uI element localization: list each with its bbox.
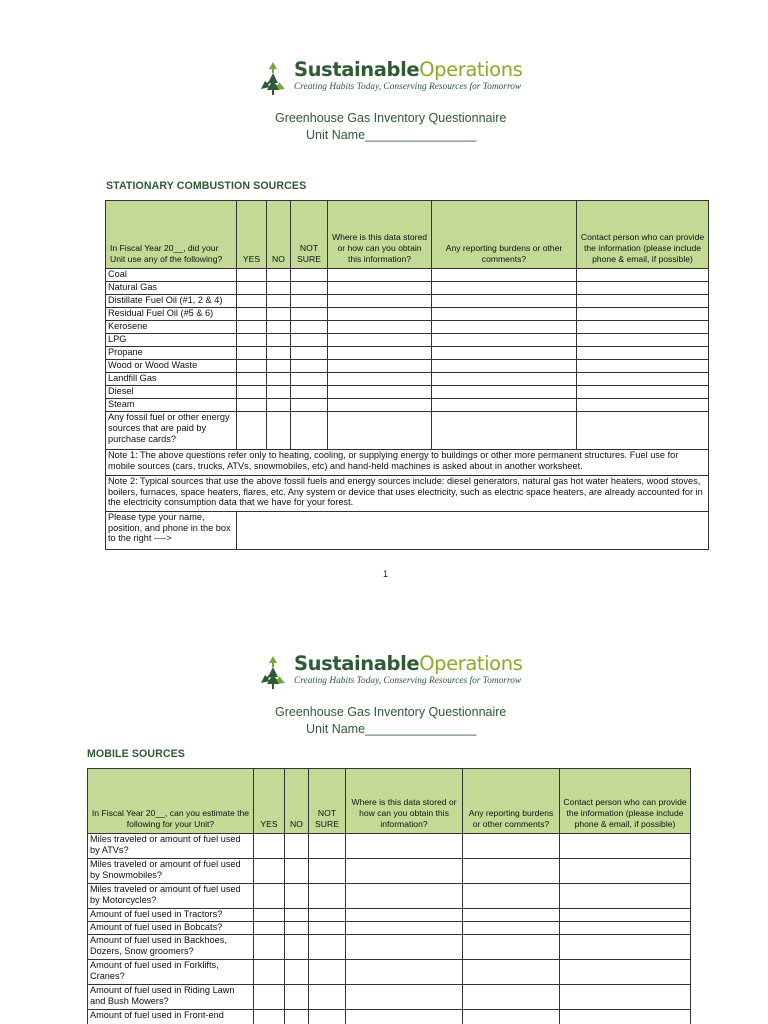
unit-name-label: Unit Name________________ bbox=[306, 128, 477, 142]
contact-cell[interactable] bbox=[577, 321, 709, 334]
contact-cell[interactable] bbox=[560, 884, 691, 909]
no-cell[interactable] bbox=[285, 935, 309, 960]
burdens-cell[interactable] bbox=[432, 321, 577, 334]
row-label: Steam bbox=[106, 399, 237, 412]
burdens-cell[interactable] bbox=[463, 935, 560, 960]
no-cell[interactable] bbox=[267, 334, 291, 347]
contact-cell[interactable] bbox=[577, 295, 709, 308]
contact-cell[interactable] bbox=[577, 269, 709, 282]
no-cell[interactable] bbox=[285, 1010, 309, 1024]
yes-cell[interactable] bbox=[254, 960, 285, 985]
header-no: NO bbox=[267, 201, 291, 269]
table-row bbox=[106, 412, 709, 450]
table-row bbox=[88, 922, 691, 935]
no-cell[interactable] bbox=[285, 884, 309, 909]
not-sure-cell[interactable] bbox=[291, 308, 328, 321]
row-label: Miles traveled or amount of fuel used by ATVs? bbox=[88, 834, 254, 859]
row-label: Amount of fuel used in Bobcats? bbox=[88, 922, 254, 935]
contact-cell[interactable] bbox=[577, 308, 709, 321]
contact-cell[interactable] bbox=[577, 282, 709, 295]
unit-name-label: Unit Name________________ bbox=[306, 722, 477, 736]
questionnaire-title: Greenhouse Gas Inventory Questionnaire bbox=[275, 111, 507, 125]
contact-cell[interactable] bbox=[560, 909, 691, 922]
page-number: 1 bbox=[383, 569, 389, 579]
where-cell[interactable] bbox=[328, 412, 432, 450]
table-row bbox=[106, 399, 709, 412]
no-cell[interactable] bbox=[267, 269, 291, 282]
yes-cell[interactable] bbox=[237, 347, 267, 360]
mobile-sources-table bbox=[87, 768, 691, 1024]
contact-cell[interactable] bbox=[577, 412, 709, 450]
yes-cell[interactable] bbox=[237, 373, 267, 386]
not-sure-cell[interactable] bbox=[309, 935, 346, 960]
brand-name-part1: Sustainable bbox=[294, 58, 420, 81]
section-title-mobile: MOBILE SOURCES bbox=[87, 748, 185, 760]
where-cell[interactable] bbox=[346, 834, 463, 859]
table-row bbox=[88, 834, 691, 859]
contact-prompt: Please type your name, position, and phone in the box to the right ----> bbox=[106, 512, 237, 550]
where-cell[interactable] bbox=[328, 308, 432, 321]
table-row bbox=[106, 295, 709, 308]
no-cell[interactable] bbox=[267, 412, 291, 450]
not-sure-cell[interactable] bbox=[291, 347, 328, 360]
no-cell[interactable] bbox=[285, 922, 309, 935]
contact-cell[interactable] bbox=[560, 935, 691, 960]
burdens-cell[interactable] bbox=[463, 859, 560, 884]
yes-cell[interactable] bbox=[237, 269, 267, 282]
table-row bbox=[106, 386, 709, 399]
yes-cell[interactable] bbox=[254, 935, 285, 960]
table-row bbox=[88, 859, 691, 884]
row-label: Amount of fuel used in Riding Lawn and Bush Mowers? bbox=[88, 985, 254, 1010]
row-label: Amount of fuel used in Front-end bbox=[88, 1010, 254, 1024]
row-label: Propane bbox=[106, 347, 237, 360]
where-cell[interactable] bbox=[346, 859, 463, 884]
table-row bbox=[106, 321, 709, 334]
yes-cell[interactable] bbox=[237, 399, 267, 412]
no-cell[interactable] bbox=[267, 321, 291, 334]
burdens-cell[interactable] bbox=[432, 399, 577, 412]
not-sure-cell[interactable] bbox=[309, 985, 346, 1010]
contact-cell[interactable] bbox=[560, 859, 691, 884]
yes-cell[interactable] bbox=[237, 321, 267, 334]
header-burdens: Any reporting burdens or other comments? bbox=[463, 769, 560, 834]
recycle-leaf-icon bbox=[256, 653, 290, 693]
note-1: Note 1: The above questions refer only to heating, cooling, or supplying energy to buildings or other more permanent structures. Fuel use for mobile sources (cars, trucks, ATVs, snowmobiles, etc) and hand-held machines is asked about in another worksheet. bbox=[106, 450, 709, 476]
yes-cell[interactable] bbox=[237, 412, 267, 450]
burdens-cell[interactable] bbox=[432, 282, 577, 295]
yes-cell[interactable] bbox=[237, 334, 267, 347]
burdens-cell[interactable] bbox=[463, 960, 560, 985]
table-row bbox=[106, 269, 709, 282]
contact-cell[interactable] bbox=[577, 334, 709, 347]
yes-cell[interactable] bbox=[254, 909, 285, 922]
header-not-sure: NOT SURE bbox=[309, 769, 346, 834]
header-question: In Fiscal Year 20__, did your Unit use any of the following? bbox=[106, 201, 237, 269]
where-cell[interactable] bbox=[346, 1010, 463, 1024]
row-label: Distillate Fuel Oil (#1, 2 & 4) bbox=[106, 295, 237, 308]
not-sure-cell[interactable] bbox=[309, 960, 346, 985]
row-label: Miles traveled or amount of fuel used by Motorcycles? bbox=[88, 884, 254, 909]
yes-cell[interactable] bbox=[254, 1010, 285, 1024]
no-cell[interactable] bbox=[285, 960, 309, 985]
where-cell[interactable] bbox=[328, 282, 432, 295]
where-cell[interactable] bbox=[328, 360, 432, 373]
burdens-cell[interactable] bbox=[463, 922, 560, 935]
where-cell[interactable] bbox=[346, 985, 463, 1010]
row-label: Amount of fuel used in Backhoes, Dozers, Snow groomers? bbox=[88, 935, 254, 960]
contact-cell[interactable] bbox=[577, 347, 709, 360]
table-row bbox=[106, 282, 709, 295]
contact-entry-field[interactable] bbox=[237, 512, 709, 550]
row-label: Coal bbox=[106, 269, 237, 282]
where-cell[interactable] bbox=[328, 295, 432, 308]
row-label: Wood or Wood Waste bbox=[106, 360, 237, 373]
not-sure-cell[interactable] bbox=[291, 412, 328, 450]
yes-cell[interactable] bbox=[237, 308, 267, 321]
not-sure-cell[interactable] bbox=[309, 859, 346, 884]
table-row bbox=[106, 373, 709, 386]
contact-cell[interactable] bbox=[560, 960, 691, 985]
header-question: In Fiscal Year 20__, can you estimate the following for your Unit? bbox=[88, 769, 254, 834]
contact-cell[interactable] bbox=[577, 399, 709, 412]
no-cell[interactable] bbox=[285, 985, 309, 1010]
where-cell[interactable] bbox=[328, 321, 432, 334]
contact-cell[interactable] bbox=[560, 834, 691, 859]
yes-cell[interactable] bbox=[237, 282, 267, 295]
row-label: Natural Gas bbox=[106, 282, 237, 295]
burdens-cell[interactable] bbox=[432, 373, 577, 386]
contact-cell[interactable] bbox=[560, 985, 691, 1010]
no-cell[interactable] bbox=[285, 859, 309, 884]
not-sure-cell[interactable] bbox=[309, 1010, 346, 1024]
yes-cell[interactable] bbox=[254, 884, 285, 909]
table-row bbox=[88, 1010, 691, 1024]
contact-cell[interactable] bbox=[577, 360, 709, 373]
burdens-cell[interactable] bbox=[463, 909, 560, 922]
no-cell[interactable] bbox=[285, 909, 309, 922]
logo bbox=[256, 59, 522, 99]
not-sure-cell[interactable] bbox=[309, 909, 346, 922]
header-contact: Contact person who can provide the information (please include phone & email, if possible) bbox=[577, 201, 709, 269]
contact-cell[interactable] bbox=[560, 922, 691, 935]
no-cell[interactable] bbox=[267, 308, 291, 321]
not-sure-cell[interactable] bbox=[309, 834, 346, 859]
where-cell[interactable] bbox=[346, 922, 463, 935]
table-row bbox=[106, 347, 709, 360]
no-cell[interactable] bbox=[285, 834, 309, 859]
where-cell[interactable] bbox=[328, 386, 432, 399]
contact-cell[interactable] bbox=[577, 373, 709, 386]
table-row bbox=[88, 960, 691, 985]
not-sure-cell[interactable] bbox=[291, 334, 328, 347]
not-sure-cell[interactable] bbox=[291, 399, 328, 412]
where-cell[interactable] bbox=[346, 909, 463, 922]
table-row bbox=[88, 884, 691, 909]
brand-name-part1: Sustainable bbox=[294, 652, 420, 675]
where-cell[interactable] bbox=[346, 960, 463, 985]
contact-cell[interactable] bbox=[560, 1010, 691, 1024]
table-row bbox=[106, 334, 709, 347]
row-label: Kerosene bbox=[106, 321, 237, 334]
brand-tagline: Creating Habits Today, Conserving Resources for Tomorrow bbox=[294, 82, 522, 92]
stationary-combustion-table bbox=[105, 200, 709, 550]
not-sure-cell[interactable] bbox=[291, 386, 328, 399]
brand-tagline: Creating Habits Today, Conserving Resources for Tomorrow bbox=[294, 676, 522, 686]
no-cell[interactable] bbox=[267, 373, 291, 386]
row-label: Diesel bbox=[106, 386, 237, 399]
header-burdens: Any reporting burdens or other comments? bbox=[432, 201, 577, 269]
no-cell[interactable] bbox=[267, 282, 291, 295]
not-sure-cell[interactable] bbox=[291, 282, 328, 295]
yes-cell[interactable] bbox=[254, 985, 285, 1010]
header-no: NO bbox=[285, 769, 309, 834]
no-cell[interactable] bbox=[267, 295, 291, 308]
where-cell[interactable] bbox=[328, 399, 432, 412]
row-label: Miles traveled or amount of fuel used by Snowmobiles? bbox=[88, 859, 254, 884]
not-sure-cell[interactable] bbox=[291, 321, 328, 334]
burdens-cell[interactable] bbox=[463, 884, 560, 909]
burdens-cell[interactable] bbox=[432, 334, 577, 347]
yes-cell[interactable] bbox=[254, 834, 285, 859]
logo bbox=[256, 653, 522, 693]
where-cell[interactable] bbox=[328, 373, 432, 386]
header-where: Where is this data stored or how can you obtain this information? bbox=[328, 201, 432, 269]
brand-name-part2: Operations bbox=[419, 652, 523, 675]
questionnaire-title: Greenhouse Gas Inventory Questionnaire bbox=[275, 705, 507, 719]
no-cell[interactable] bbox=[267, 347, 291, 360]
burdens-cell[interactable] bbox=[463, 834, 560, 859]
table-row bbox=[106, 360, 709, 373]
no-cell[interactable] bbox=[267, 386, 291, 399]
yes-cell[interactable] bbox=[254, 859, 285, 884]
header-not-sure: NOT SURE bbox=[291, 201, 328, 269]
not-sure-cell[interactable] bbox=[291, 295, 328, 308]
header-yes: YES bbox=[237, 201, 267, 269]
header-contact: Contact person who can provide the information (please include phone & email, if possible) bbox=[560, 769, 691, 834]
row-label: Residual Fuel Oil (#5 & 6) bbox=[106, 308, 237, 321]
burdens-cell[interactable] bbox=[432, 308, 577, 321]
note-2: Note 2: Typical sources that use the above fossil fuels and energy sources include: diesel generators, natural gas hot water heaters, wood stoves, boilers, furnaces, space heaters, flares, etc. Any system or device that uses electricity, such as electric space heaters, are already accounted for in the electricity consumption data that we have for your forest. bbox=[106, 476, 709, 512]
yes-cell[interactable] bbox=[254, 922, 285, 935]
not-sure-cell[interactable] bbox=[291, 269, 328, 282]
row-label: Any fossil fuel or other energy sources that are paid by purchase cards? bbox=[106, 412, 237, 450]
section-title-stationary: STATIONARY COMBUSTION SOURCES bbox=[106, 180, 307, 192]
row-label: Amount of fuel used in Forklifts, Cranes? bbox=[88, 960, 254, 985]
no-cell[interactable] bbox=[267, 399, 291, 412]
burdens-cell[interactable] bbox=[432, 386, 577, 399]
burdens-cell[interactable] bbox=[432, 347, 577, 360]
header-where: Where is this data stored or how can you obtain this information? bbox=[346, 769, 463, 834]
table-row bbox=[88, 935, 691, 960]
recycle-leaf-icon bbox=[256, 59, 290, 99]
yes-cell[interactable] bbox=[237, 295, 267, 308]
table-row bbox=[88, 909, 691, 922]
row-label: Amount of fuel used in Tractors? bbox=[88, 909, 254, 922]
brand-name-part2: Operations bbox=[419, 58, 523, 81]
not-sure-cell[interactable] bbox=[291, 360, 328, 373]
not-sure-cell[interactable] bbox=[309, 884, 346, 909]
table-row bbox=[106, 308, 709, 321]
burdens-cell[interactable] bbox=[432, 360, 577, 373]
where-cell[interactable] bbox=[328, 269, 432, 282]
where-cell[interactable] bbox=[328, 334, 432, 347]
yes-cell[interactable] bbox=[237, 360, 267, 373]
where-cell[interactable] bbox=[328, 347, 432, 360]
burdens-cell[interactable] bbox=[432, 412, 577, 450]
yes-cell[interactable] bbox=[237, 386, 267, 399]
not-sure-cell[interactable] bbox=[309, 922, 346, 935]
burdens-cell[interactable] bbox=[432, 269, 577, 282]
row-label: Landfill Gas bbox=[106, 373, 237, 386]
burdens-cell[interactable] bbox=[463, 1010, 560, 1024]
table-row bbox=[88, 985, 691, 1010]
not-sure-cell[interactable] bbox=[291, 373, 328, 386]
header-yes: YES bbox=[254, 769, 285, 834]
no-cell[interactable] bbox=[267, 360, 291, 373]
where-cell[interactable] bbox=[346, 884, 463, 909]
row-label: LPG bbox=[106, 334, 237, 347]
burdens-cell[interactable] bbox=[463, 985, 560, 1010]
burdens-cell[interactable] bbox=[432, 295, 577, 308]
where-cell[interactable] bbox=[346, 935, 463, 960]
contact-cell[interactable] bbox=[577, 386, 709, 399]
